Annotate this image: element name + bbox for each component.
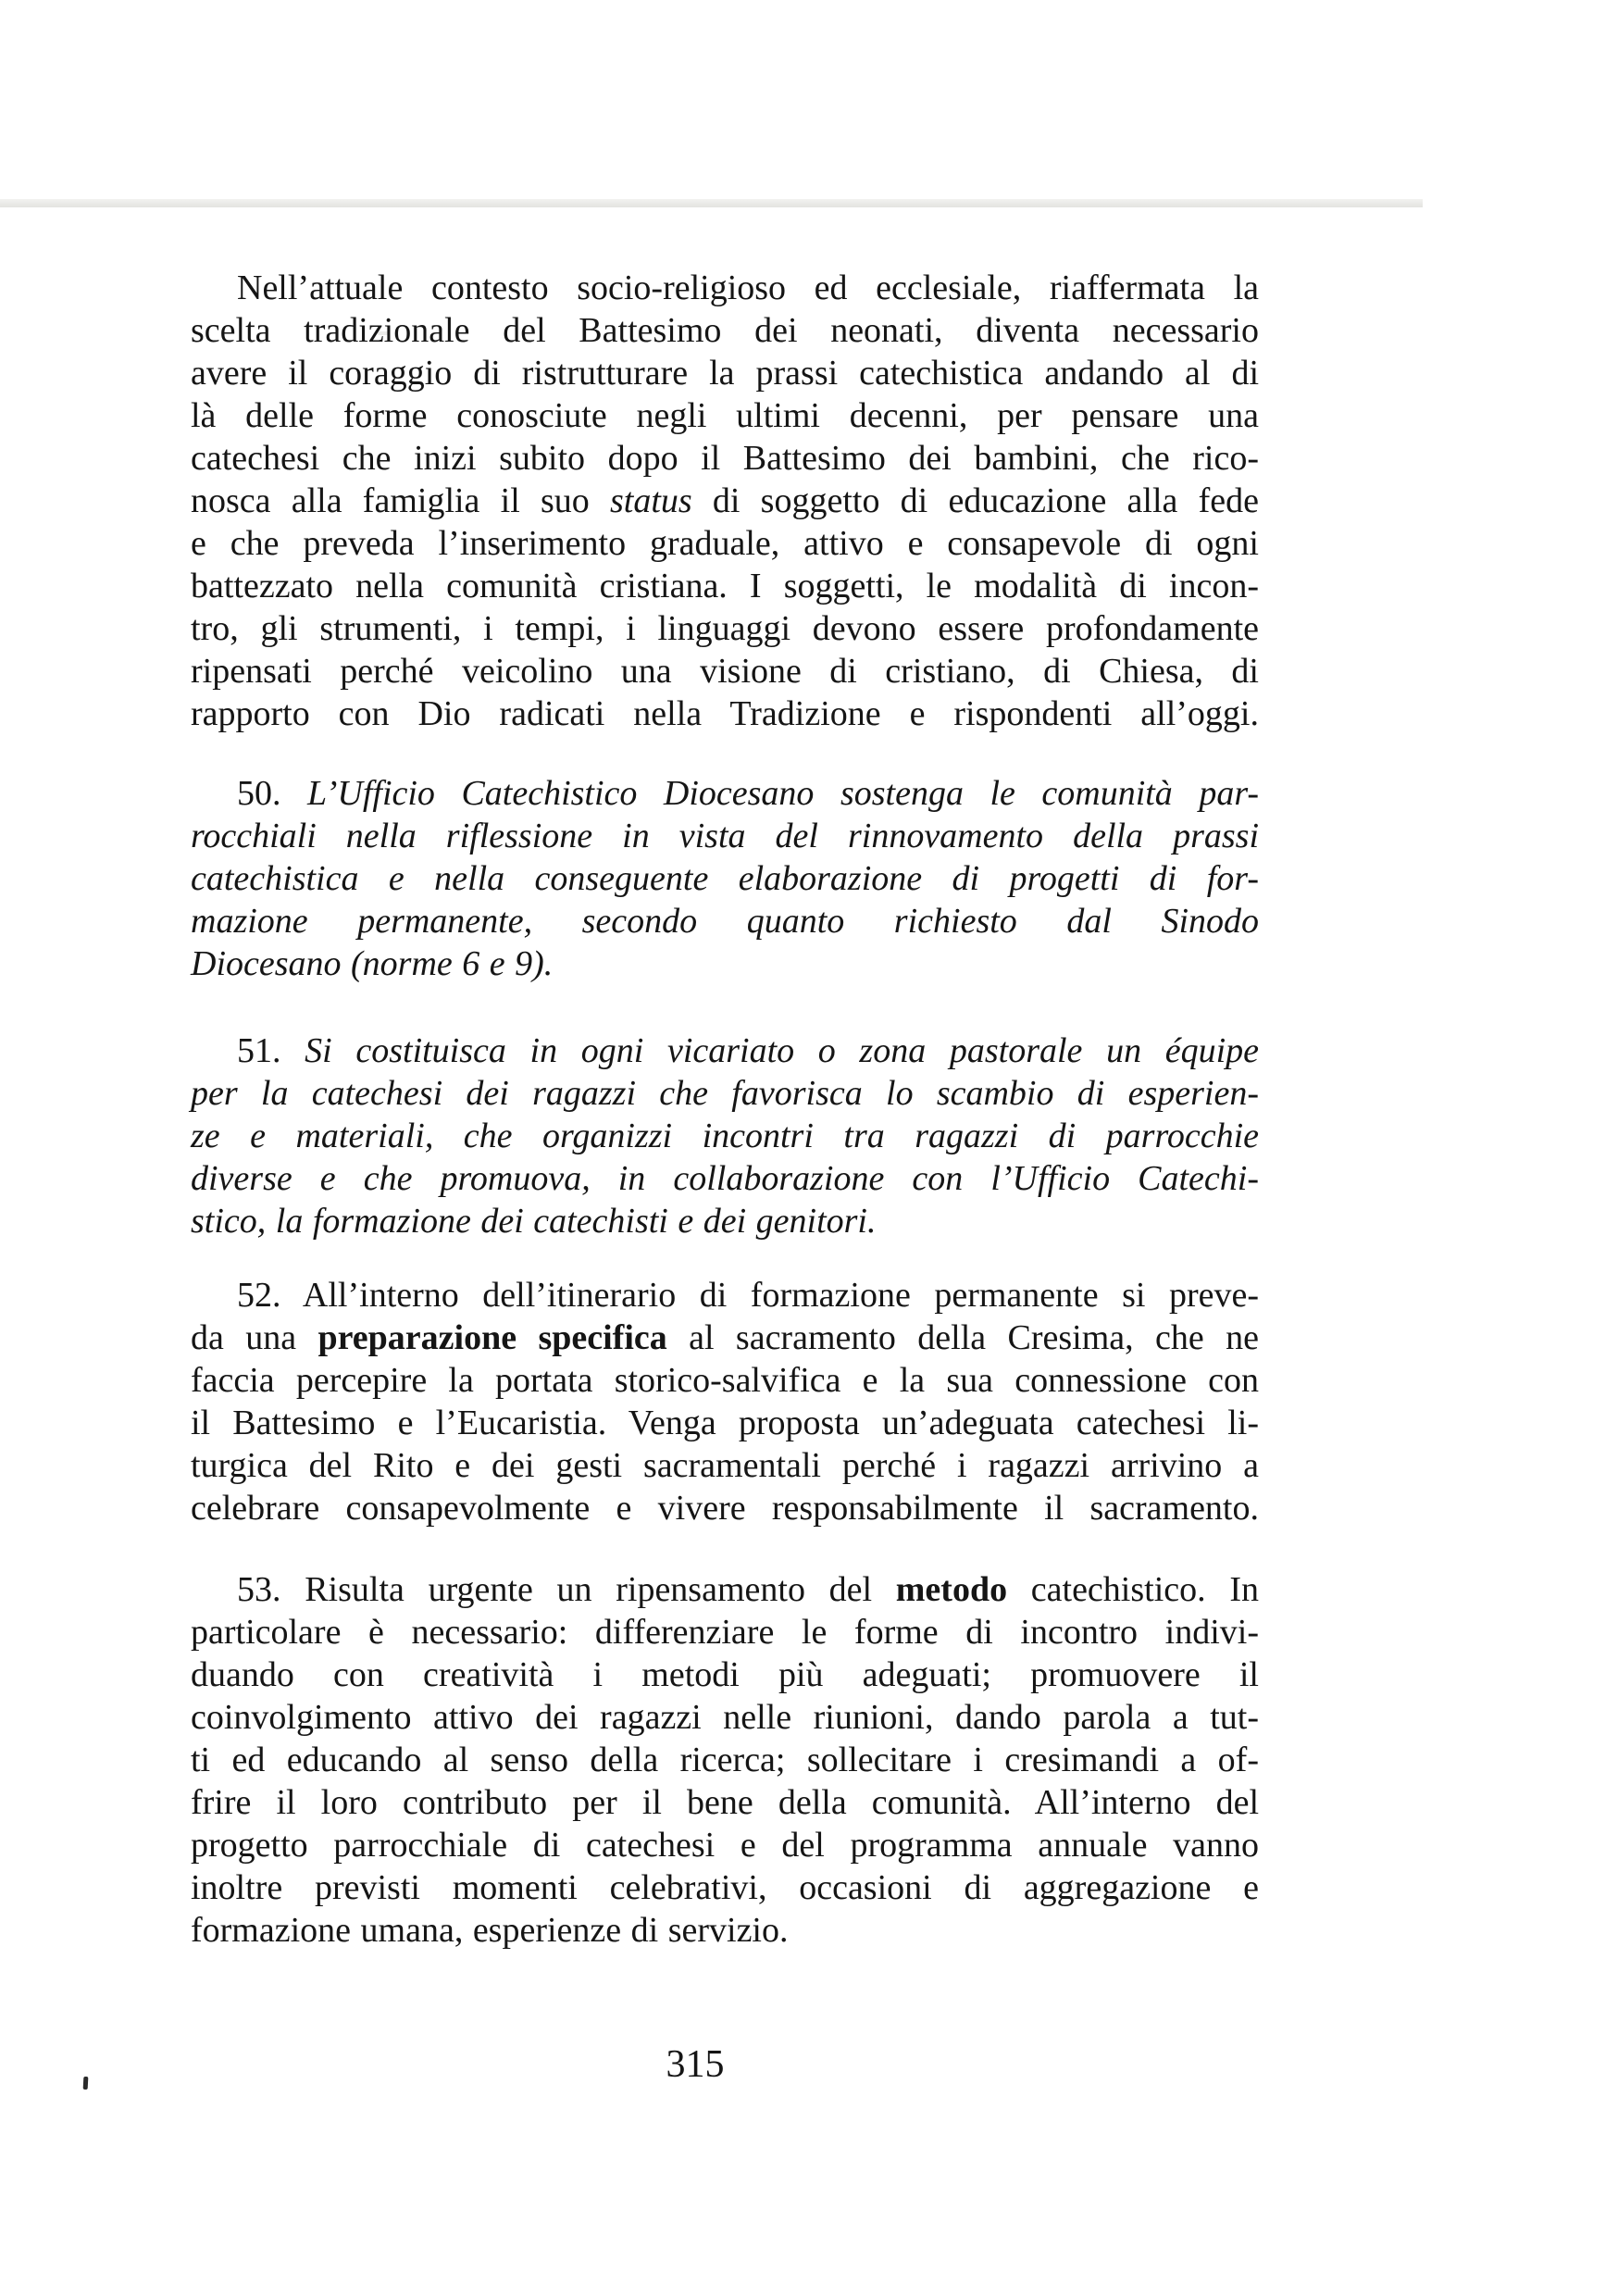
text-run: rocchiali nella riflessione in vista del rinnovamento della prassi: [191, 817, 1259, 855]
text-line: [191, 309, 1259, 352]
text-run: 52. All’interno dell’itinerario di formazione permanente si preve-: [237, 1276, 1259, 1315]
text-run: formazione umana, esperienze di servizio.: [191, 1911, 789, 1950]
text-line: [191, 1359, 1259, 1402]
text-line: [191, 394, 1259, 437]
text-run: Si costituisca in ogni vicariato o zona pastorale un équipe: [305, 1031, 1260, 1070]
paragraph-51: [191, 1029, 1259, 1242]
text-line: [191, 1115, 1259, 1157]
text-line: [191, 267, 1259, 309]
text-run: status: [609, 481, 692, 520]
scan-speck: [83, 2077, 89, 2090]
paragraph-50: [191, 772, 1259, 985]
text-run: particolare è necessario: differenziare le forme di incontro indivi-: [191, 1613, 1259, 1652]
text-run: 50.: [237, 774, 308, 813]
paragraph-intro: [191, 267, 1259, 735]
text-line: [191, 650, 1259, 693]
text-line: [191, 1611, 1259, 1653]
text-run: e che preveda l’inserimento graduale, attivo e consapevole di ogni: [191, 524, 1259, 563]
text-run: L’Ufficio Catechistico Diocesano sostenga le comunità par-: [307, 774, 1259, 813]
text-line: [191, 607, 1259, 650]
text-run: duando con creatività i metodi più adeguati; promuovere il: [191, 1655, 1259, 1694]
text-run: metodo: [895, 1570, 1008, 1609]
text-line: [191, 1444, 1259, 1487]
text-run: là delle forme conosciute negli ultimi decenni, per pensare una: [191, 396, 1259, 435]
text-run: di soggetto di educazione alla fede: [691, 481, 1259, 520]
text-run: preparazione specifica: [317, 1318, 667, 1357]
text-run: turgica del Rito e dei gesti sacramentali perché i ragazzi arrivino a: [191, 1446, 1259, 1485]
text-line: [191, 772, 1259, 815]
text-line: [191, 480, 1259, 522]
text-run: da una: [191, 1318, 318, 1357]
text-run: tro, gli strumenti, i tempi, i linguaggi devono essere profondamente: [191, 609, 1259, 648]
text-run: il Battesimo e l’Eucaristia. Venga proposta un’adeguata catechesi li-: [191, 1404, 1259, 1442]
text-run: celebrare consapevolmente e vivere responsabilmente il sacramento.: [191, 1489, 1259, 1528]
text-line: [191, 815, 1259, 857]
text-run: progetto parrocchiale di catechesi e del programma annuale vanno: [191, 1826, 1259, 1865]
text-run: nosca alla famiglia il suo: [191, 481, 610, 520]
text-line: [191, 1824, 1259, 1866]
text-run: diverse e che promuova, in collaborazione con l’Ufficio Catechi-: [191, 1159, 1259, 1198]
text-run: catechistica e nella conseguente elaborazione di progetti di for-: [191, 859, 1259, 898]
text-run: per la catechesi dei ragazzi che favorisca lo scambio di esperien-: [191, 1074, 1259, 1113]
paragraph-53: [191, 1568, 1259, 1952]
paragraph-52: [191, 1274, 1259, 1529]
text-line: [191, 1568, 1259, 1611]
text-line: [191, 942, 1259, 985]
text-run: scelta tradizionale del Battesimo dei neonati, diventa necessario: [191, 311, 1259, 350]
page-number: 315: [666, 2043, 725, 2086]
text-line: [191, 1274, 1259, 1316]
text-line: [191, 1781, 1259, 1824]
text-line: [191, 1029, 1259, 1072]
text-run: ripensati perché veicolino una visione di cristiano, di Chiesa, di: [191, 652, 1259, 691]
text-run: Nell’attuale contesto socio-religioso ed ecclesiale, riaffermata la: [237, 268, 1259, 307]
text-line: [191, 565, 1259, 607]
text-run: coinvolgimento attivo dei ragazzi nelle riunioni, dando parola a tut-: [191, 1698, 1259, 1737]
text-run: ti ed educando al senso della ricerca; sollecitare i cresimandi a of-: [191, 1741, 1259, 1779]
text-run: Diocesano (norme 6 e 9).: [191, 944, 554, 983]
text-run: ze e materiali, che organizzi incontri tra ragazzi di parrocchie: [191, 1117, 1259, 1155]
text-line: [191, 1200, 1259, 1242]
text-run: inoltre previsti momenti celebrativi, occasioni di aggregazione e: [191, 1868, 1259, 1907]
text-run: stico, la formazione dei catechisti e dei genitori.: [191, 1202, 877, 1241]
text-line: [191, 522, 1259, 565]
text-run: faccia percepire la portata storico-salvifica e la sua connessione con: [191, 1361, 1259, 1400]
text-line: [191, 1487, 1259, 1529]
text-line: [191, 1402, 1259, 1444]
text-line: [191, 352, 1259, 394]
text-line: [191, 1909, 1259, 1952]
text-line: [191, 693, 1259, 735]
text-block: [191, 0, 1259, 2296]
text-line: [191, 437, 1259, 480]
text-line: [191, 900, 1259, 942]
text-line: [191, 1866, 1259, 1909]
text-line: [191, 1072, 1259, 1115]
text-run: battezzato nella comunità cristiana. I soggetti, le modalità di incon-: [191, 567, 1259, 605]
text-line: [191, 857, 1259, 900]
text-run: al sacramento della Cresima, che ne: [666, 1318, 1259, 1357]
text-line: [191, 1653, 1259, 1696]
text-run: rapporto con Dio radicati nella Tradizione e rispondenti all’oggi.: [191, 694, 1259, 733]
text-run: mazione permanente, secondo quanto richiesto dal Sinodo: [191, 902, 1259, 941]
text-run: catechesi che inizi subito dopo il Battesimo dei bambini, che rico-: [191, 439, 1259, 478]
text-line: [191, 1316, 1259, 1359]
text-run: 51.: [237, 1031, 305, 1070]
text-run: 53. Risulta urgente un ripensamento del: [237, 1570, 896, 1609]
text-line: [191, 1696, 1259, 1739]
text-run: avere il coraggio di ristrutturare la prassi catechistica andando al di: [191, 354, 1259, 393]
text-run: catechistico. In: [1007, 1570, 1259, 1609]
text-line: [191, 1157, 1259, 1200]
text-run: frire il loro contributo per il bene della comunità. All’interno del: [191, 1783, 1259, 1822]
text-line: [191, 1739, 1259, 1781]
